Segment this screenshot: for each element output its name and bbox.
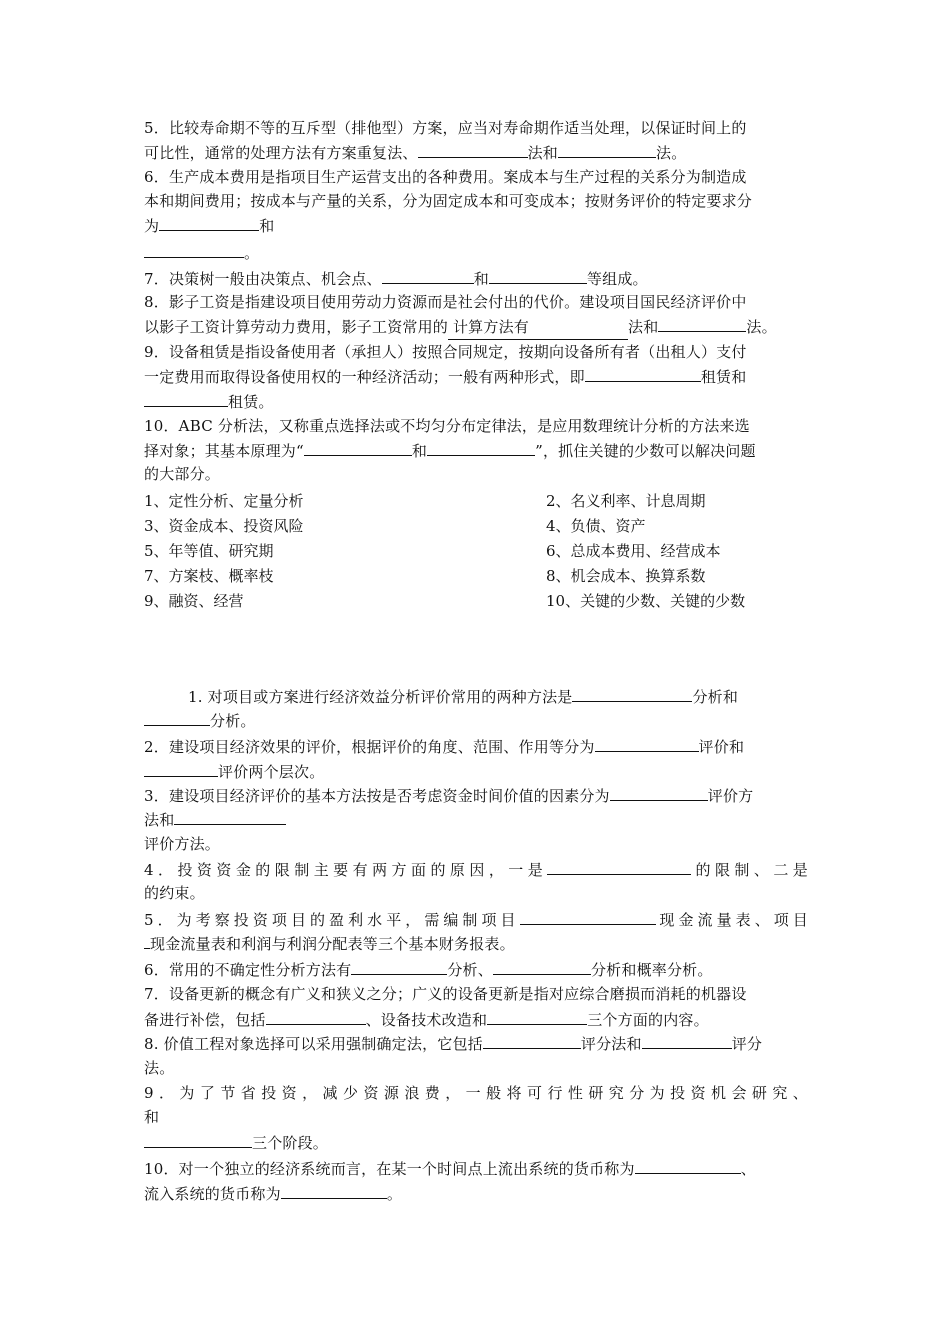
- text: 分析。: [210, 712, 256, 730]
- answer-item: 4、负债、资产: [546, 517, 646, 535]
- answer-item: 3、资金成本、投资风险: [144, 517, 304, 535]
- question-6-line-3: [144, 213, 274, 237]
- answer-blank[interactable]: [427, 438, 535, 456]
- answer-item: 8、机会成本、换算系数: [546, 567, 706, 585]
- text: ”，抓住关键的少数可以解决问题: [535, 442, 756, 460]
- question-9-line-1: [144, 340, 747, 364]
- answer-blank[interactable]: [281, 1181, 387, 1199]
- text: 、: [740, 1160, 756, 1178]
- text: 三个方面的内容。: [587, 1011, 709, 1029]
- text: 法和: [628, 318, 659, 336]
- answer-blank[interactable]: [493, 957, 591, 975]
- question-5-line-2: [144, 140, 686, 164]
- s2-question-5-line-1: [144, 907, 808, 931]
- answer-blank[interactable]: [547, 857, 691, 875]
- text: 3．建设项目经济评价的基本方法按是否考虑资金时间价值的因素分为: [144, 787, 610, 805]
- text: 2．建设项目经济效果的评价，根据评价的角度、范围、作用等分为: [144, 738, 595, 756]
- answer-item: 2、名义利率、计息周期: [546, 492, 706, 510]
- question-9-line-3: [144, 389, 274, 413]
- s2-question-3-line-2: [144, 807, 286, 831]
- answer-blank[interactable]: [144, 759, 218, 777]
- answer-blank[interactable]: [585, 364, 701, 382]
- answer-blank[interactable]: [595, 734, 699, 752]
- s2-question-7-line-2: [144, 1007, 709, 1031]
- text: 和: [144, 1108, 160, 1126]
- question-8-line-1: [144, 290, 747, 314]
- answer-blank[interactable]: [558, 140, 656, 158]
- text: 的约束。: [144, 884, 205, 902]
- text: 流入系统的货币称为: [144, 1185, 281, 1203]
- text: 分析和概率分析。: [590, 961, 713, 979]
- text: 法。: [656, 144, 687, 162]
- s2-question-6: [144, 957, 713, 981]
- question-10-line-2: [144, 438, 756, 462]
- text: 等组成。: [586, 270, 648, 288]
- answer-blank[interactable]: [266, 1007, 366, 1025]
- s2-question-8-line-2: [144, 1056, 174, 1080]
- question-9-line-2: [144, 364, 746, 388]
- text: 、设备技术改造和: [365, 1011, 488, 1029]
- text: 法和: [144, 811, 175, 829]
- s2-question-9-line-1: [144, 1081, 808, 1105]
- answer-blank[interactable]: [483, 1031, 581, 1049]
- answer-blank[interactable]: [610, 783, 708, 801]
- text: 6．生产成本费用是指项目生产运营支出的各种费用。案成本与生产过程的关系分为制造成: [144, 168, 747, 186]
- s2-question-9-line-2: [144, 1105, 159, 1129]
- s2-question-1-line-2: [144, 708, 256, 732]
- answer-item: 1、定性分析、定量分析: [144, 492, 304, 510]
- text: 现金流量表和利润与利润分配表等三个基本财务报表。: [150, 935, 515, 953]
- text: 评价方法。: [144, 835, 221, 853]
- s2-question-10-line-2: [144, 1181, 402, 1205]
- s2-question-5-line-2: [144, 931, 515, 955]
- answer-blank[interactable]: [489, 266, 587, 284]
- answer-item: 9、融资、经营: [144, 592, 244, 610]
- s2-question-4-line-1: [144, 857, 808, 881]
- text: 租赁。: [228, 393, 274, 411]
- s2-question-1-line-1: [188, 684, 738, 708]
- answer-blank[interactable]: [144, 708, 210, 726]
- answer-blank[interactable]: [658, 314, 746, 332]
- text: 8. 价值工程对象选择可以采用强制确定法，它包括: [144, 1035, 483, 1053]
- text: 7．设备更新的概念有广义和狭义之分；广义的设备更新是指对应综合磨损而消耗的机器设: [144, 985, 747, 1003]
- question-8-line-2: [144, 314, 777, 338]
- answer-blank[interactable]: [635, 1156, 741, 1174]
- answer-blank[interactable]: [382, 266, 474, 284]
- text: 法和: [527, 144, 559, 162]
- question-5-line-1: [144, 116, 747, 140]
- text: 择对象；其基本原理为“: [144, 442, 304, 460]
- text: 4．投资资金的限制主要有两方面的原因，一是: [144, 861, 548, 879]
- text: 。: [386, 1185, 403, 1203]
- answer-blank[interactable]: [487, 1007, 587, 1025]
- text: 的大部分。: [144, 465, 221, 483]
- text: 租赁和: [700, 368, 747, 386]
- text: 法。: [144, 1059, 175, 1077]
- text: 现金流量表、项目: [655, 911, 808, 929]
- answer-blank[interactable]: [642, 1031, 732, 1049]
- text: 法。: [746, 318, 777, 336]
- text: 分析、: [447, 961, 493, 979]
- text: 评价和: [698, 738, 745, 756]
- text: 10．ABC 分析法，又称重点选择法或不均匀分布定律法，是应用数理统计分析的方法来选: [144, 417, 750, 435]
- s2-question-10-line-1: [144, 1156, 756, 1180]
- text: 以影子工资计算劳动力费用，影子工资常用的: [144, 318, 449, 336]
- answer-blank[interactable]: [351, 957, 447, 975]
- text: 评价两个层次。: [218, 763, 325, 781]
- text: 。: [244, 244, 260, 262]
- text: 8．影子工资是指建设项目使用劳动力资源而是社会付出的代价。建设项目国民经济评价中: [144, 293, 747, 311]
- s2-question-2-line-1: [144, 734, 744, 758]
- question-10-line-1: [144, 414, 750, 438]
- text: 为: [144, 217, 160, 235]
- text: 三个阶段。: [252, 1134, 329, 1152]
- question-6-line-1: [144, 165, 747, 189]
- text: 一定费用而取得设备使用权的一种经济活动；一般有两种形式，即: [144, 368, 585, 386]
- answer-blank[interactable]: [418, 140, 528, 158]
- answer-blank[interactable]: [448, 315, 628, 340]
- text: 10．对一个独立的经济系统而言，在某一个时间点上流出系统的货币称为: [144, 1160, 635, 1178]
- text: 评价方: [707, 787, 754, 805]
- answer-item: 5、年等值、研究期: [144, 542, 274, 560]
- text: 计算方法有: [448, 318, 529, 336]
- answer-blank[interactable]: [144, 389, 228, 407]
- text: 和: [473, 270, 489, 288]
- text: 可比性，通常的处理方法有方案重复法、: [144, 144, 418, 162]
- s2-question-3-line-3: [144, 832, 220, 856]
- answer-blank[interactable]: [572, 684, 692, 702]
- text: 和: [411, 442, 428, 460]
- text: 评分法和: [580, 1035, 642, 1053]
- answer-item: 6、总成本费用、经营成本: [546, 542, 721, 560]
- text: 9．为了节省投资，减少资源浪费，一般将可行性研究分为投资机会研究、: [144, 1084, 808, 1102]
- text: 9．设备租赁是指设备使用者（承担人）按照合同规定，按期向设备所有者（出租人）支付: [144, 343, 747, 361]
- s2-question-8-line-1: [144, 1031, 762, 1055]
- text: 5．为考察投资项目的盈利水平，需编制项目: [144, 911, 520, 929]
- text: 5．比较寿命期不等的互斥型（排他型）方案，应当对寿命期作适当处理，以保证时间上的: [144, 119, 747, 137]
- answer-blank[interactable]: [144, 240, 244, 258]
- answer-item: 10、关键的少数、关键的少数: [546, 592, 746, 610]
- question-10-line-3: [144, 462, 220, 486]
- question-7: [144, 266, 648, 290]
- text: 本和期间费用；按成本与产量的关系，分为固定成本和可变成本；按财务评价的特定要求分: [144, 192, 753, 210]
- s2-question-2-line-2: [144, 759, 324, 783]
- text: 6．常用的不确定性分析方法有: [144, 961, 352, 979]
- s2-question-4-line-2: [144, 881, 205, 905]
- text: 7．决策树一般由决策点、机会点、: [144, 270, 382, 288]
- answer-blank[interactable]: [144, 1130, 252, 1148]
- text: 的限制、二是: [691, 861, 809, 879]
- s2-question-3-line-1: [144, 783, 753, 807]
- s2-question-7-line-1: [144, 982, 747, 1006]
- text: 1. 对项目或方案进行经济效益分析评价常用的两种方法是: [188, 688, 573, 706]
- answer-blank[interactable]: [304, 438, 412, 456]
- question-6-line-2: [144, 189, 752, 213]
- answer-blank[interactable]: [159, 213, 259, 231]
- text: 备进行补偿，包括: [144, 1011, 266, 1029]
- answer-blank[interactable]: [520, 907, 656, 925]
- answer-blank[interactable]: [174, 807, 286, 825]
- answer-item: 7、方案枝、概率枝: [144, 567, 274, 585]
- text: 和: [259, 217, 275, 235]
- text: 评分: [731, 1035, 763, 1053]
- s2-question-9-line-3: [144, 1130, 328, 1154]
- question-6-line-4: [144, 240, 259, 264]
- text: 分析和: [692, 688, 739, 706]
